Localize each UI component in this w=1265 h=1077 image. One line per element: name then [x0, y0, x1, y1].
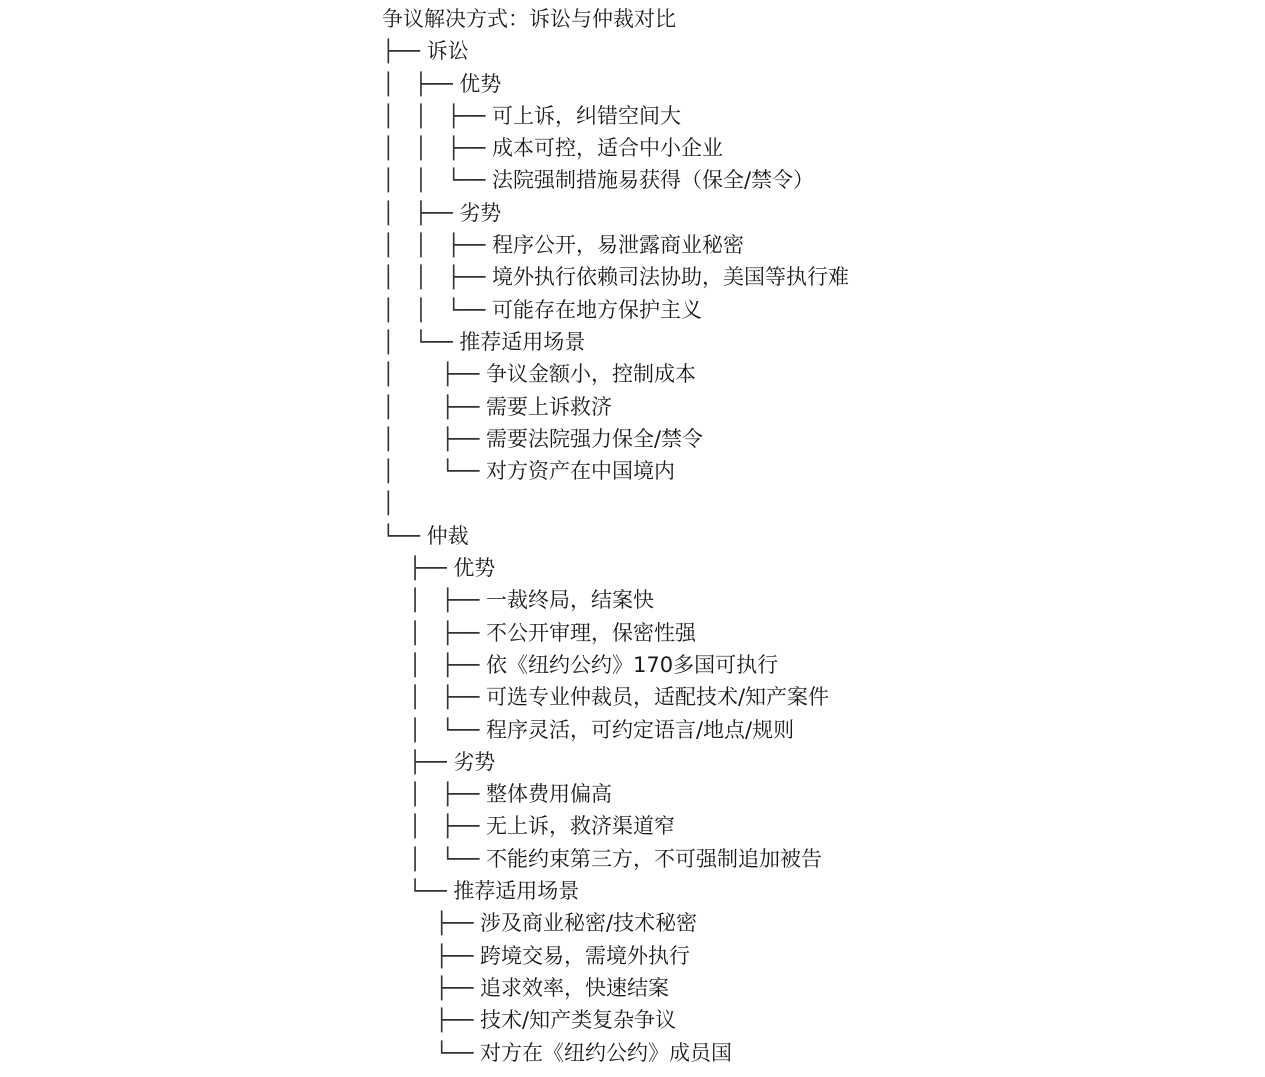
- tree-node-label: 劣势: [453, 749, 496, 774]
- tree-connector: │ │ ├──: [382, 265, 492, 290]
- tree-connector: │ └──: [382, 717, 486, 742]
- tree-node: [382, 907, 849, 939]
- tree-node-label: 优势: [453, 556, 496, 581]
- tree-node-label: 可选专业仲裁员，适配技术/知产案件: [485, 685, 830, 710]
- tree-node: [382, 843, 849, 875]
- tree-node-label: 涉及商业秘密/技术秘密: [480, 911, 698, 936]
- tree-node-label: 可上诉，纠错空间大: [491, 103, 681, 128]
- tree-connector: ├──: [382, 943, 481, 968]
- tree-connector: │ ├──: [382, 814, 486, 839]
- tree-connector: │ ├──: [382, 200, 460, 225]
- tree-node: [382, 972, 849, 1004]
- tree-node-label: 对方在《纽约公约》成员国: [480, 1040, 733, 1065]
- tree-node: [382, 391, 849, 423]
- tree-node-label: 诉讼: [426, 39, 469, 64]
- tree-node: [382, 649, 849, 681]
- tree-node: [382, 423, 849, 455]
- tree-connector: │ │ ├──: [382, 136, 492, 161]
- tree-node: [382, 164, 849, 196]
- tree-connector: └──: [382, 523, 427, 548]
- tree-node-label: 追求效率，快速结案: [480, 975, 670, 1000]
- tree-connector: │ ├──: [382, 362, 486, 387]
- tree-node-label: 法院强制措施易获得（保全/禁令）: [491, 168, 815, 193]
- tree-node-label: 推荐适用场景: [459, 329, 586, 354]
- tree-connector: │ │ ├──: [382, 103, 492, 128]
- tree-connector: └──: [382, 879, 454, 904]
- tree-node-label: 整体费用偏高: [485, 782, 612, 807]
- tree-connector: └──: [382, 1040, 481, 1065]
- diagram-title: [382, 3, 849, 35]
- tree-connector: │ ├──: [382, 620, 486, 645]
- tree-node: [382, 229, 849, 261]
- tree-node: [382, 778, 849, 810]
- tree-connector: │ │ └──: [382, 168, 492, 193]
- tree-node-label: 仲裁: [426, 523, 469, 548]
- tree-node-label: 可能存在地方保护主义: [491, 297, 702, 322]
- tree-node: [382, 35, 849, 67]
- tree-node-label: 劣势: [459, 200, 502, 225]
- tree-node: [382, 197, 849, 229]
- tree-node: [382, 261, 849, 293]
- tree-node-label: 不公开审理，保密性强: [485, 620, 696, 645]
- tree-connector: │ ├──: [382, 588, 486, 613]
- tree-node: [382, 326, 849, 358]
- tree-node-label: 对方资产在中国境内: [485, 459, 675, 484]
- tree-connector: │ ├──: [382, 782, 486, 807]
- tree-connector: ├──: [382, 1008, 481, 1033]
- tree-node-label: 技术/知产类复杂争议: [480, 1008, 677, 1033]
- tree-node: [382, 1004, 849, 1036]
- tree-node-label: 无上诉，救济渠道窄: [485, 814, 675, 839]
- tree-node: [382, 552, 849, 584]
- tree-connector: │ │ └──: [382, 297, 492, 322]
- tree-node-label: 成本可控，适合中小企业: [491, 136, 723, 161]
- tree-connector: │: [382, 491, 395, 516]
- tree-connector: ├──: [382, 975, 481, 1000]
- tree-node-label: 程序公开，易泄露商业秘密: [491, 233, 744, 258]
- tree-connector: │ │ ├──: [382, 233, 492, 258]
- tree-node: [382, 681, 849, 713]
- dispute-resolution-tree: [382, 3, 849, 1069]
- tree-node-label: 优势: [459, 71, 502, 96]
- tree-node-label: 依《纽约公约》170多国可执行: [485, 652, 779, 677]
- tree-node: [382, 810, 849, 842]
- tree-node-label: 推荐适用场景: [453, 879, 580, 904]
- tree-connector: ├──: [382, 556, 454, 581]
- tree-node-label: 需要上诉救济: [485, 394, 612, 419]
- tree-node-label: 跨境交易，需境外执行: [480, 943, 691, 968]
- tree-connector: │ ├──: [382, 652, 486, 677]
- tree-node-label: 需要法院强力保全/禁令: [485, 426, 704, 451]
- tree-connector: │ └──: [382, 329, 460, 354]
- tree-node: [382, 1037, 849, 1069]
- tree-node: [382, 487, 849, 519]
- tree-node: [382, 358, 849, 390]
- tree-node: [382, 520, 849, 552]
- tree-connector: │ └──: [382, 459, 486, 484]
- tree-node-label: 一裁终局，结案快: [485, 588, 654, 613]
- tree-connector: ├──: [382, 749, 454, 774]
- tree-node: [382, 100, 849, 132]
- tree-node: [382, 746, 849, 778]
- tree-node-label: 争议金额小，控制成本: [485, 362, 696, 387]
- tree-node-label: 程序灵活，可约定语言/地点/规则: [485, 717, 795, 742]
- tree-connector: │ ├──: [382, 71, 460, 96]
- tree-node: [382, 940, 849, 972]
- tree-connector: ├──: [382, 911, 481, 936]
- tree-connector: │ ├──: [382, 685, 486, 710]
- tree-node: [382, 132, 849, 164]
- tree-node: [382, 584, 849, 616]
- tree-node: [382, 875, 849, 907]
- tree-node-label: 不能约束第三方，不可强制追加被告: [485, 846, 822, 871]
- tree-node: [382, 714, 849, 746]
- tree-connector: ├──: [382, 39, 427, 64]
- tree-node: [382, 455, 849, 487]
- tree-node: [382, 68, 849, 100]
- tree-connector: │ ├──: [382, 426, 486, 451]
- tree-connector: │ └──: [382, 846, 486, 871]
- tree-node: [382, 294, 849, 326]
- tree-connector: │ ├──: [382, 394, 486, 419]
- diagram-title-text: 争议解决方式：诉讼与仲裁对比: [382, 7, 676, 31]
- tree-node-label: 境外执行依赖司法协助，美国等执行难: [491, 265, 849, 290]
- tree-node: [382, 617, 849, 649]
